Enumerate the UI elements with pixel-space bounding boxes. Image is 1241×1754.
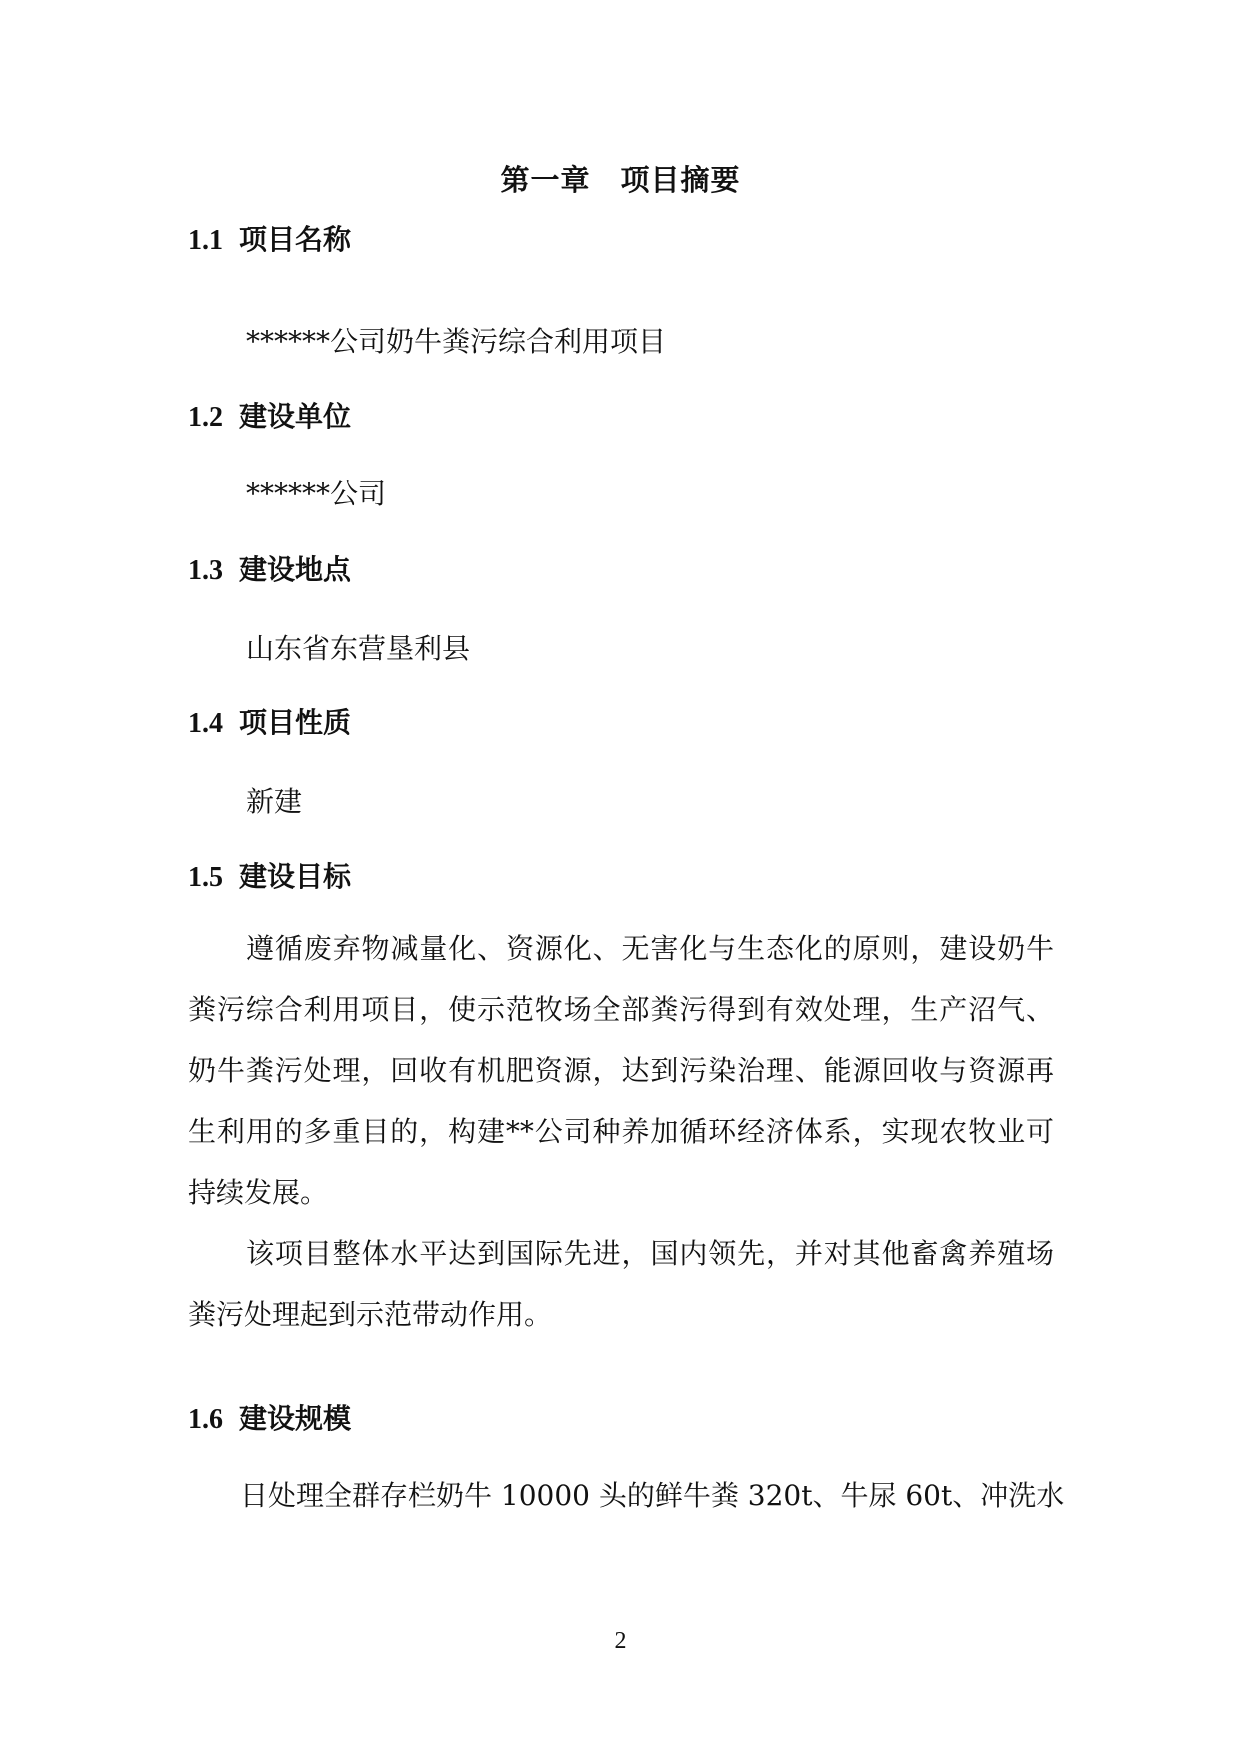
- goal-paragraph-1: 遵循废弃物减量化、资源化、无害化与生态化的原则，建设奶牛粪污综合利用项目，使示范牧场全部粪污得到有效处理，生产沼气、奶牛粪污处理，回收有机肥资源，达到污染治理、能源回收与资源再生利用的多重目的，构建**公司种养加循环经济体系，实现农牧业可持续发展。: [188, 932, 1054, 1209]
- section-title: 项目性质: [239, 706, 352, 739]
- chapter-title: [0, 158, 1241, 199]
- section-heading-1-2: [188, 395, 351, 435]
- section-body-nature: 新建: [246, 785, 303, 818]
- goal-paragraph-2: 该项目整体水平达到国际先进，国内领先，并对其他畜禽养殖场粪污处理起到示范带动作用。: [188, 1237, 1054, 1331]
- section-title: 建设单位: [239, 400, 352, 433]
- section-number: 1.6: [188, 1404, 223, 1435]
- section-title: 建设规模: [239, 1402, 352, 1435]
- section-body-construction-unit: ******公司: [246, 477, 387, 510]
- section-number: 1.3: [188, 555, 223, 586]
- section-title: 建设目标: [239, 860, 352, 893]
- section-body-location: 山东省东营垦利县: [246, 632, 471, 665]
- chapter-label: 第一章: [500, 163, 591, 197]
- section-heading-1-4: [188, 701, 351, 741]
- section-heading-1-1: [188, 218, 351, 258]
- section-number: 1.2: [188, 402, 223, 433]
- section-heading-1-5: [188, 855, 351, 895]
- section-title: 项目名称: [239, 223, 352, 256]
- section-number: 1.5: [188, 862, 223, 893]
- section-number: 1.4: [188, 708, 223, 739]
- page-number: 2: [614, 1628, 627, 1654]
- section-number: 1.1: [188, 225, 223, 256]
- section-heading-1-3: [188, 548, 351, 588]
- scale-paragraph: 日处理全群存栏奶牛 10000 头的鲜牛粪 320t、牛尿 60t、冲洗水: [240, 1479, 1065, 1512]
- chapter-name: 项目摘要: [620, 163, 741, 197]
- section-title: 建设地点: [239, 553, 352, 586]
- section-heading-1-6: [188, 1397, 351, 1437]
- section-body-project-name: ******公司奶牛粪污综合利用项目: [246, 325, 667, 358]
